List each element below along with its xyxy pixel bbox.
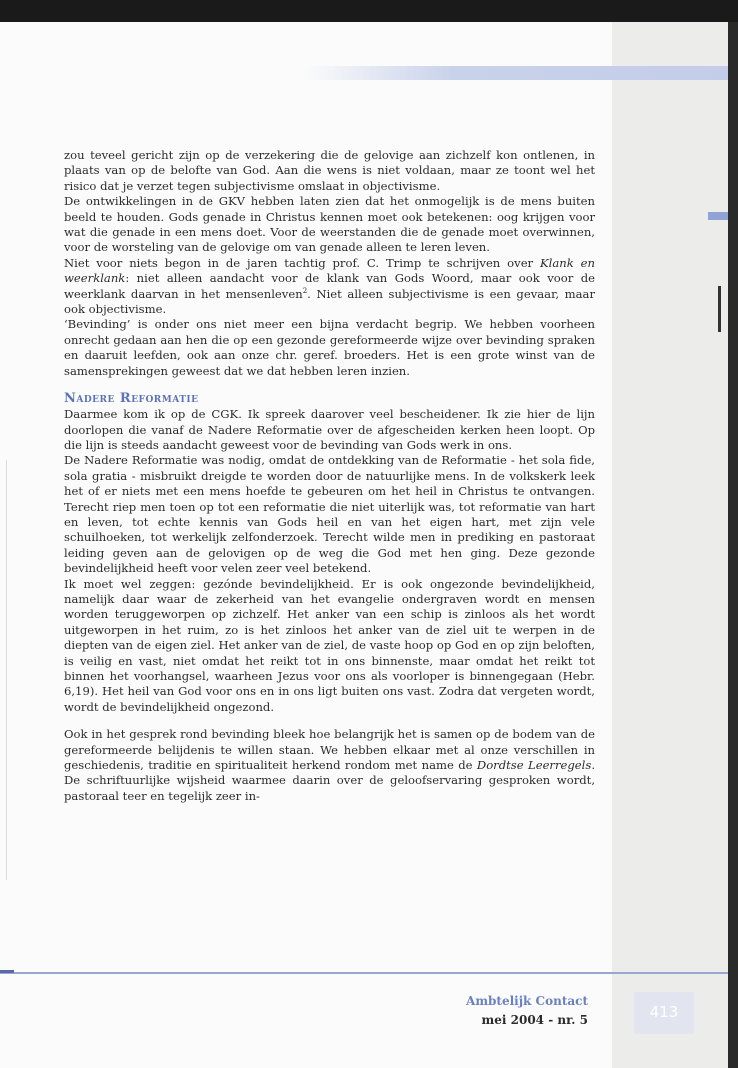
journal-issue: mei 2004 - nr. 5 (481, 1013, 588, 1027)
side-edge-mark (718, 286, 721, 332)
header-gradient-band (305, 66, 728, 80)
journal-name: Ambtelijk Contact (466, 994, 588, 1008)
paragraph-2: De ontwikkelingen in de GKV hebben laten zien dat het onmogelijk is de mens buiten beeld te houden. Gods genade in Christus kennen moet ook betekenen: oog krijgen voor wat die genade in een mens doet. Voor de weerstanden die de genade moet overwinnen, voor de worsteling van de gelovige om van genade alleen te leren leven. (64, 194, 595, 255)
scan-top-border (0, 0, 738, 22)
paragraph-1: zou teveel gericht zijn op de verzekering die de gelovige aan zichzelf kon ontlenen, in plaats van op de belofte van God. Aan die wens is niet voldaan, maar ze toont wel het risico dat je verzet tegen subjectivisme omslaat in objectivisme. (64, 148, 595, 193)
page-number: 413 (649, 1003, 679, 1021)
section-paragraph-1: Daarmee kom ik op de CGK. Ik spreek daarover veel bescheidener. Ik zie hier de lijn doorlopen die vanaf de Nadere Reformatie over de afgescheiden kerken heen loopt. Op die lijn is steeds aandacht geweest voor de bevinding van Gods werk in ons. (64, 407, 595, 452)
binding-shadow-line (6, 460, 7, 880)
paragraph-3-part-1: Niet voor niets begon in de jaren tachtig prof. C. Trimp te schrijven over (64, 255, 540, 270)
article-body (64, 148, 595, 804)
footer-rule (0, 972, 728, 974)
footnote-marker: 2 (302, 286, 308, 295)
final-paragraph-part-1: Ook in het gesprek rond bevinding bleek hoe belangrijk het is samen op de bodem van de gereformeerde belijdenis te willen staan. We hebben elkaar met al onze verschillen in geschiedenis, traditie en spiritualiteit herkend rondom met name de (64, 727, 595, 773)
scan-right-border (728, 22, 738, 1068)
final-paragraph (64, 727, 595, 804)
section-heading: Nadere Reformatie (64, 391, 199, 407)
section-paragraph-2: De Nadere Reformatie was nodig, omdat de ontdekking van de Reformatie - het sola fide, sola gratia - misbruikt dreigde te worden door de natuurlijke mens. In de volkskerk leek het of er niets met een mens hoefde te gebeuren om het heil in Christus te ontvangen. Terecht riep men toen op tot een reformatie die niet uiterlijk was, tot reformatie van hart en leven, tot echte kennis van Gods heil en van het eigen hart, met zijn vele schuilhoeken, tot werkelijk zelfonderzoek. Terecht wilde men in prediking en pastoraat leiding geven aan de gelovigen op de weg die God met hen ging. Deze gezonde bevindelijkheid heeft voor velen zeer veel betekend. (64, 453, 595, 576)
title-dordtse-leerregels: Dordtse Leerregels (476, 758, 592, 773)
final-paragraph-part-2: . De schriftuurlijke wijsheid waarmee daarin over de geloofservaring gesproken wordt, pastoraal teer en tegelijk zeer in- (64, 758, 595, 803)
paragraph-3-part-3: . Niet alleen subjectivisme is een gevaar, maar ook objectivisme. (64, 286, 596, 317)
paragraph-3-part-2: : niet alleen aandacht voor de klank van Gods Woord, maar ook voor de weerklank daarvan in het mensenleven (64, 271, 595, 301)
journal-info (466, 992, 588, 1030)
right-margin-column (612, 22, 728, 1068)
paragraph-4: ‘Bevinding’ is onder ons niet meer een bijna verdacht begrip. We hebben voorheen onrecht gedaan aan hen die op een gezonde gereformeerde wijze over bevinding spraken en daaruit leefden, ook aan onze chr. geref. broeders. Het is een grote winst van de samensprekingen geweest dat we dat hebben leren inzien. (64, 317, 595, 378)
footer-rule-accent (0, 970, 14, 973)
paragraph-3 (64, 256, 595, 318)
side-color-tab (708, 212, 728, 220)
section-paragraph-3: Ik moet wel zeggen: gezónde bevindelijkheid. Er is ook ongezonde bevindelijkheid, namelijk daar waar de zekerheid van het evangelie ondergraven wordt en mensen worden teruggeworpen op zichzelf. Het anker van een schip is zinloos als het wordt uitgeworpen in het ruim, zo is het zinloos het anker van de ziel uit te werpen in de diepten van de eigen ziel. Het anker van de ziel, de vaste hoop op God en op zijn beloften, is veilig en vast, niet omdat het reikt tot in ons binnenste, maar omdat het reikt tot binnen het voorhangsel, waarheen Jezus voor ons als voorloper is binnengegaan (Hebr. 6,19). Het heil van God voor ons en in ons ligt buiten ons vast. Zodra dat vergeten wordt, wordt de bevindelijkheid ongezond. (64, 576, 595, 714)
book-title-klank-en-weerklank: Klank en weerklank (64, 255, 595, 286)
